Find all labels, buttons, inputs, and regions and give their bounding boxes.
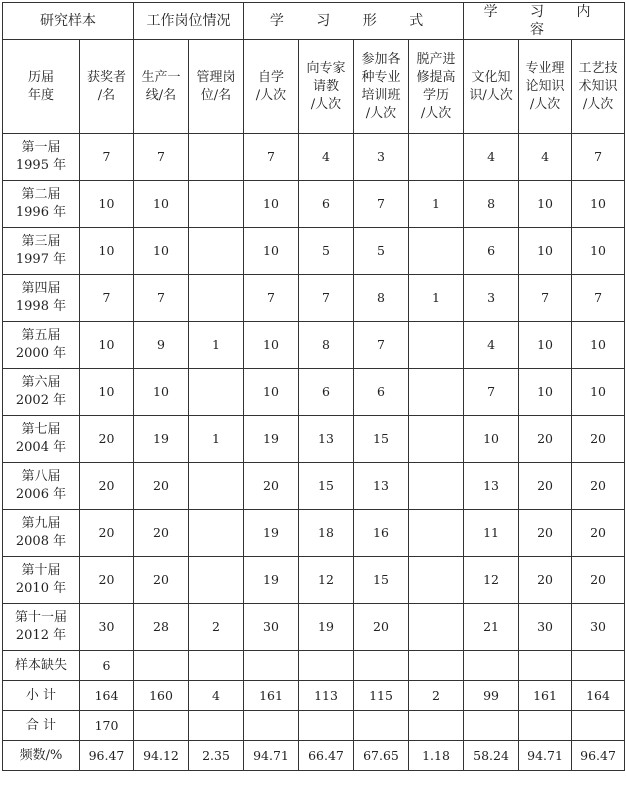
subtotal-cell: 2 xyxy=(409,681,464,711)
frequency-cell: 94.71 xyxy=(244,741,299,771)
table-cell xyxy=(409,322,464,369)
table-cell: 10 xyxy=(519,369,572,416)
table-cell xyxy=(189,557,244,604)
subtotal-cell: 160 xyxy=(134,681,189,711)
table-row xyxy=(3,275,625,322)
table-cell: 20 xyxy=(244,463,299,510)
header-position: 工作岗位情况 xyxy=(134,3,244,40)
missing-row xyxy=(3,651,625,681)
table-cell: 30 xyxy=(244,604,299,651)
table-cell: 20 xyxy=(354,604,409,651)
total-label: 合 计 xyxy=(3,711,80,741)
table-cell: 10 xyxy=(519,181,572,228)
frequency-cell: 1.18 xyxy=(409,741,464,771)
table-cell: 15 xyxy=(299,463,354,510)
table-row xyxy=(3,604,625,651)
table-cell: 30 xyxy=(519,604,572,651)
row-year-label: 第七届 2004 年 xyxy=(3,416,80,463)
frequency-cell: 2.35 xyxy=(189,741,244,771)
table-cell: 20 xyxy=(80,416,134,463)
table-cell xyxy=(189,275,244,322)
table-cell: 18 xyxy=(299,510,354,557)
header-sample: 研究样本 xyxy=(3,3,134,40)
table-cell: 15 xyxy=(354,557,409,604)
table-cell: 7 xyxy=(80,275,134,322)
header-form: 学 习 形 式 xyxy=(244,3,464,40)
row-year-label: 第二届 1996 年 xyxy=(3,181,80,228)
table-cell: 8 xyxy=(299,322,354,369)
table-cell: 10 xyxy=(80,181,134,228)
frequency-cell: 96.47 xyxy=(572,741,625,771)
subtotal-cell: 164 xyxy=(572,681,625,711)
row-year-label: 第八届 2006 年 xyxy=(3,463,80,510)
table-cell: 20 xyxy=(80,557,134,604)
table-cell: 20 xyxy=(572,463,625,510)
empty-cell xyxy=(464,651,519,681)
row-year-label: 第一届 1995 年 xyxy=(3,134,80,181)
table-cell xyxy=(189,510,244,557)
table-cell: 10 xyxy=(134,369,189,416)
table-cell: 13 xyxy=(464,463,519,510)
table-cell: 5 xyxy=(299,228,354,275)
table-row xyxy=(3,134,625,181)
table-cell: 20 xyxy=(519,510,572,557)
table-cell: 11 xyxy=(464,510,519,557)
col-self-study: 自学 /人次 xyxy=(244,40,299,134)
table-cell xyxy=(189,181,244,228)
table-cell xyxy=(409,416,464,463)
table-cell: 7 xyxy=(299,275,354,322)
table-cell: 20 xyxy=(572,416,625,463)
header-content: 学 习 内 容 xyxy=(464,3,625,40)
table-cell: 10 xyxy=(464,416,519,463)
table-cell xyxy=(189,228,244,275)
frequency-cell: 66.47 xyxy=(299,741,354,771)
table-cell: 20 xyxy=(80,510,134,557)
table-cell: 12 xyxy=(464,557,519,604)
table-cell: 10 xyxy=(572,322,625,369)
missing-label: 样本缺失 xyxy=(3,651,80,681)
table-cell: 10 xyxy=(519,228,572,275)
empty-cell xyxy=(189,711,244,741)
table-cell: 10 xyxy=(244,181,299,228)
table-cell: 7 xyxy=(354,181,409,228)
col-experts: 向专家 请教 /人次 xyxy=(299,40,354,134)
table-cell: 13 xyxy=(299,416,354,463)
table-cell: 1 xyxy=(189,322,244,369)
empty-cell xyxy=(572,651,625,681)
table-cell: 4 xyxy=(464,134,519,181)
table-cell: 7 xyxy=(464,369,519,416)
empty-cell xyxy=(354,711,409,741)
table-cell: 20 xyxy=(80,463,134,510)
frequency-row xyxy=(3,741,625,771)
table-cell: 19 xyxy=(134,416,189,463)
subtotal-row xyxy=(3,681,625,711)
table-cell: 7 xyxy=(244,275,299,322)
table-cell xyxy=(189,463,244,510)
table-cell xyxy=(409,134,464,181)
table-cell: 19 xyxy=(299,604,354,651)
col-year: 历届 年度 xyxy=(3,40,80,134)
table-row xyxy=(3,322,625,369)
subtotal-cell: 115 xyxy=(354,681,409,711)
table-cell: 13 xyxy=(354,463,409,510)
subtotal-cell: 4 xyxy=(189,681,244,711)
table-cell: 20 xyxy=(519,416,572,463)
empty-cell xyxy=(409,651,464,681)
empty-cell xyxy=(354,651,409,681)
table-cell: 20 xyxy=(519,463,572,510)
table-cell: 10 xyxy=(134,181,189,228)
table-cell: 30 xyxy=(80,604,134,651)
row-year-label: 第十届 2010 年 xyxy=(3,557,80,604)
table-cell: 20 xyxy=(572,557,625,604)
col-degree: 脱产进 修提高 学历 /人次 xyxy=(409,40,464,134)
survey-table xyxy=(2,2,625,771)
table-cell: 7 xyxy=(244,134,299,181)
subtotal-cell: 99 xyxy=(464,681,519,711)
table-cell: 8 xyxy=(354,275,409,322)
table-cell: 5 xyxy=(354,228,409,275)
table-cell: 20 xyxy=(134,463,189,510)
table-cell: 10 xyxy=(80,369,134,416)
table-cell xyxy=(189,369,244,416)
col-craft: 工艺技 术知识 /人次 xyxy=(572,40,625,134)
table-cell: 10 xyxy=(572,181,625,228)
empty-cell xyxy=(299,651,354,681)
table-cell: 6 xyxy=(299,369,354,416)
frequency-label: 频数/% xyxy=(3,741,80,771)
table-cell: 10 xyxy=(244,228,299,275)
col-frontline: 生产一 线/名 xyxy=(134,40,189,134)
frequency-cell: 94.71 xyxy=(519,741,572,771)
sub-header-row xyxy=(3,40,625,134)
table-cell: 6 xyxy=(464,228,519,275)
table-cell xyxy=(409,557,464,604)
empty-cell xyxy=(299,711,354,741)
table-cell: 19 xyxy=(244,416,299,463)
table-cell xyxy=(189,134,244,181)
table-row xyxy=(3,557,625,604)
table-cell: 28 xyxy=(134,604,189,651)
frequency-cell: 96.47 xyxy=(80,741,134,771)
table-cell: 1 xyxy=(189,416,244,463)
table-cell: 7 xyxy=(519,275,572,322)
row-year-label: 第五届 2000 年 xyxy=(3,322,80,369)
table-cell: 21 xyxy=(464,604,519,651)
table-cell: 6 xyxy=(299,181,354,228)
subtotal-cell: 161 xyxy=(519,681,572,711)
empty-cell xyxy=(189,651,244,681)
subtotal-cell: 161 xyxy=(244,681,299,711)
table-cell: 20 xyxy=(134,557,189,604)
row-year-label: 第十一届 2012 年 xyxy=(3,604,80,651)
table-cell: 20 xyxy=(519,557,572,604)
table-cell xyxy=(409,604,464,651)
table-cell: 6 xyxy=(354,369,409,416)
table-cell: 12 xyxy=(299,557,354,604)
total-row xyxy=(3,711,625,741)
frequency-cell: 94.12 xyxy=(134,741,189,771)
missing-value: 6 xyxy=(80,651,134,681)
empty-cell xyxy=(464,711,519,741)
col-theory: 专业理 论知识 /人次 xyxy=(519,40,572,134)
empty-cell xyxy=(244,651,299,681)
table-cell: 20 xyxy=(572,510,625,557)
empty-cell xyxy=(519,711,572,741)
total-value: 170 xyxy=(80,711,134,741)
table-cell: 8 xyxy=(464,181,519,228)
table-cell: 15 xyxy=(354,416,409,463)
table-cell: 3 xyxy=(464,275,519,322)
group-header-row xyxy=(3,3,625,40)
table-row xyxy=(3,510,625,557)
table-cell xyxy=(409,510,464,557)
col-culture: 文化知 识/人次 xyxy=(464,40,519,134)
table-cell: 10 xyxy=(80,228,134,275)
table-cell xyxy=(409,463,464,510)
row-year-label: 第四届 1998 年 xyxy=(3,275,80,322)
subtotal-cell: 113 xyxy=(299,681,354,711)
row-year-label: 第九届 2008 年 xyxy=(3,510,80,557)
table-cell: 10 xyxy=(519,322,572,369)
table-cell xyxy=(409,228,464,275)
table-cell: 10 xyxy=(80,322,134,369)
frequency-cell: 67.65 xyxy=(354,741,409,771)
empty-cell xyxy=(572,711,625,741)
table-cell: 7 xyxy=(134,275,189,322)
table-cell: 10 xyxy=(244,369,299,416)
subtotal-cell: 164 xyxy=(80,681,134,711)
frequency-cell: 58.24 xyxy=(464,741,519,771)
table-cell: 4 xyxy=(464,322,519,369)
table-cell: 19 xyxy=(244,510,299,557)
table-cell: 9 xyxy=(134,322,189,369)
table-cell: 19 xyxy=(244,557,299,604)
table-cell: 16 xyxy=(354,510,409,557)
empty-cell xyxy=(244,711,299,741)
table-row xyxy=(3,416,625,463)
table-cell: 7 xyxy=(354,322,409,369)
empty-cell xyxy=(519,651,572,681)
row-year-label: 第六届 2002 年 xyxy=(3,369,80,416)
table-cell: 10 xyxy=(572,369,625,416)
empty-cell xyxy=(134,711,189,741)
table-cell: 7 xyxy=(80,134,134,181)
table-cell: 10 xyxy=(572,228,625,275)
table-cell: 7 xyxy=(134,134,189,181)
table-row xyxy=(3,181,625,228)
row-year-label: 第三届 1997 年 xyxy=(3,228,80,275)
table-cell: 20 xyxy=(134,510,189,557)
col-training: 参加各 种专业 培训班 /人次 xyxy=(354,40,409,134)
col-management: 管理岗 位/名 xyxy=(189,40,244,134)
table-cell: 10 xyxy=(134,228,189,275)
empty-cell xyxy=(409,711,464,741)
table-cell: 7 xyxy=(572,275,625,322)
table-row xyxy=(3,463,625,510)
table-row xyxy=(3,369,625,416)
table-cell: 4 xyxy=(299,134,354,181)
subtotal-label: 小 计 xyxy=(3,681,80,711)
table-cell: 3 xyxy=(354,134,409,181)
table-cell: 30 xyxy=(572,604,625,651)
table-cell: 1 xyxy=(409,275,464,322)
col-winners: 获奖者 /名 xyxy=(80,40,134,134)
table-cell: 1 xyxy=(409,181,464,228)
empty-cell xyxy=(134,651,189,681)
table-cell: 2 xyxy=(189,604,244,651)
table-cell: 10 xyxy=(244,322,299,369)
table-cell: 7 xyxy=(572,134,625,181)
table-cell: 4 xyxy=(519,134,572,181)
table-row xyxy=(3,228,625,275)
table-cell xyxy=(409,369,464,416)
